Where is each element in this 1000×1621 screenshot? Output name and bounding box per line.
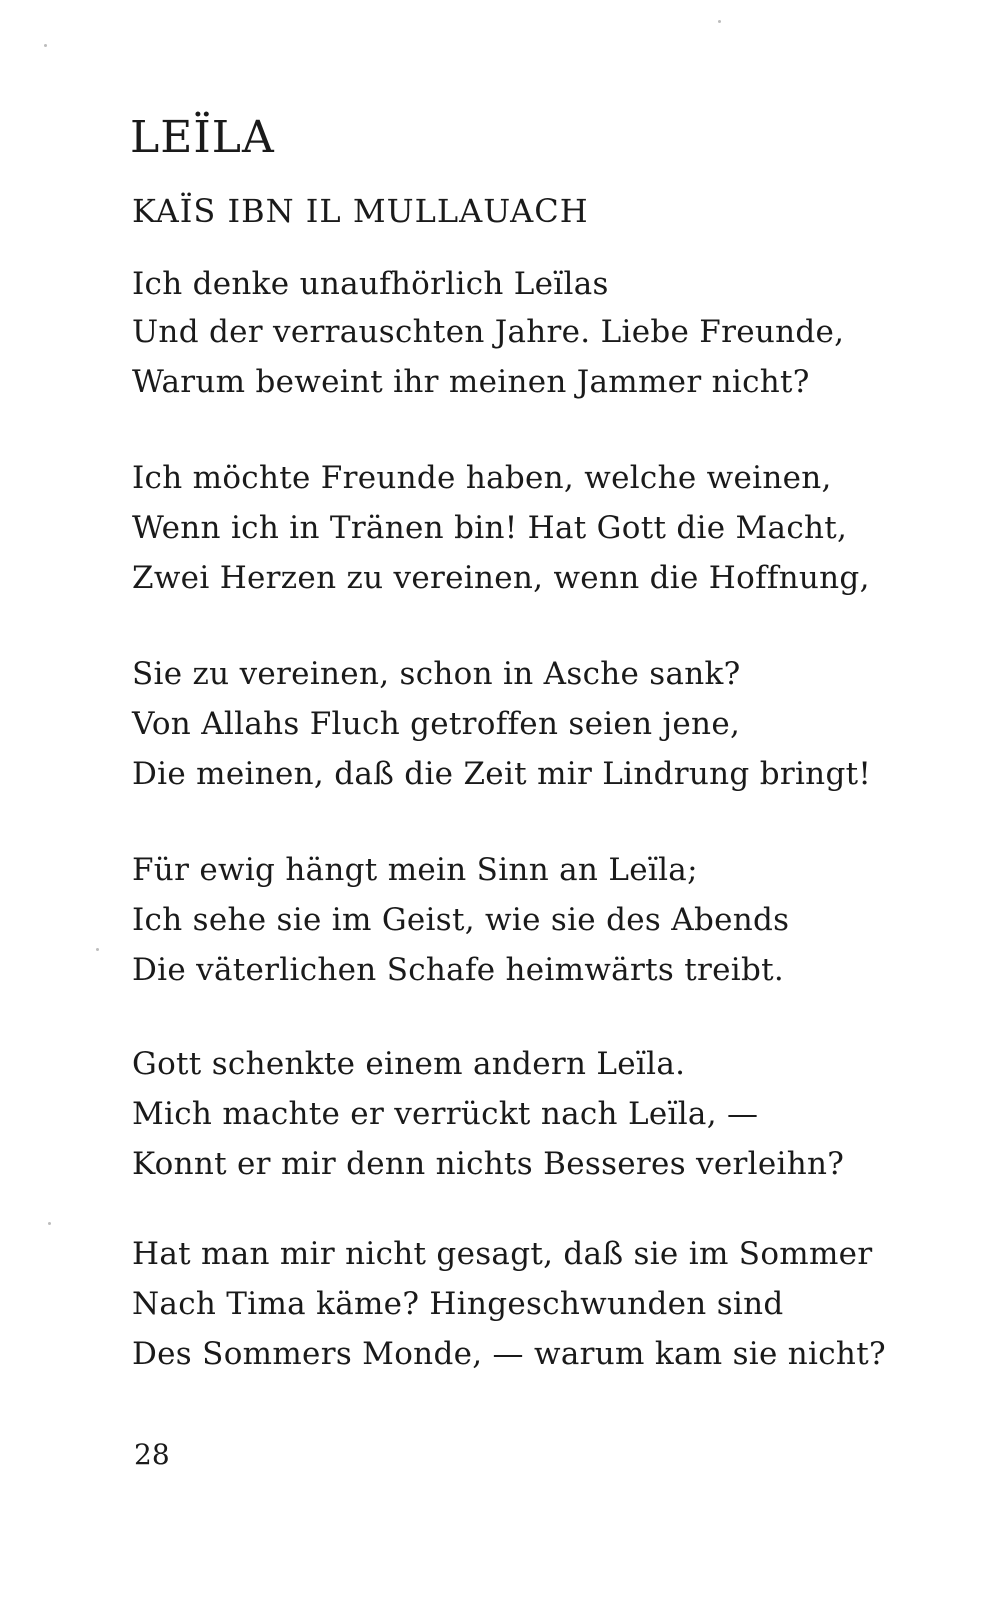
poem-line: Die väterlichen Schafe heimwärts treibt. (132, 952, 784, 988)
poem-line: Von Allahs Fluch getroffen seien jene, (132, 706, 741, 742)
poem-line: Und der verrauschten Jahre. Liebe Freunde, (132, 314, 845, 350)
poem-line: Wenn ich in Tränen bin! Hat Gott die Macht, (132, 510, 848, 546)
poem-line: Hat man mir nicht gesagt, daß sie im Sommer (132, 1236, 873, 1272)
poem-author: KAÏS IBN IL MULLAUACH (132, 192, 589, 230)
poem-line: Warum beweint ihr meinen Jammer nicht? (132, 364, 810, 400)
paper-speck (44, 44, 47, 47)
poem-line: Konnt er mir denn nichts Besseres verleihn? (132, 1146, 845, 1182)
poem-line: Sie zu vereinen, schon in Asche sank? (132, 656, 741, 692)
poem-line: Nach Tima käme? Hingeschwunden sind (132, 1286, 784, 1322)
poem-line: Des Sommers Monde, — warum kam sie nicht? (132, 1336, 886, 1372)
poem-line: Ich denke unaufhörlich Leïlas (132, 266, 609, 302)
paper-speck (96, 948, 99, 951)
poem-line: Die meinen, daß die Zeit mir Lindrung bringt! (132, 756, 872, 792)
paper-speck (718, 20, 721, 23)
poem-line: Gott schenkte einem andern Leïla. (132, 1046, 686, 1082)
poem-line: Zwei Herzen zu vereinen, wenn die Hoffnung, (132, 560, 870, 596)
page-number: 28 (134, 1438, 170, 1471)
poem-line: Mich machte er verrückt nach Leïla, — (132, 1096, 759, 1132)
poem-line: Ich möchte Freunde haben, welche weinen, (132, 460, 832, 496)
poem-title: LEÏLA (130, 112, 275, 163)
poem-line: Für ewig hängt mein Sinn an Leïla; (132, 852, 698, 888)
paper-speck (48, 1222, 51, 1225)
poem-line: Ich sehe sie im Geist, wie sie des Abends (132, 902, 790, 938)
